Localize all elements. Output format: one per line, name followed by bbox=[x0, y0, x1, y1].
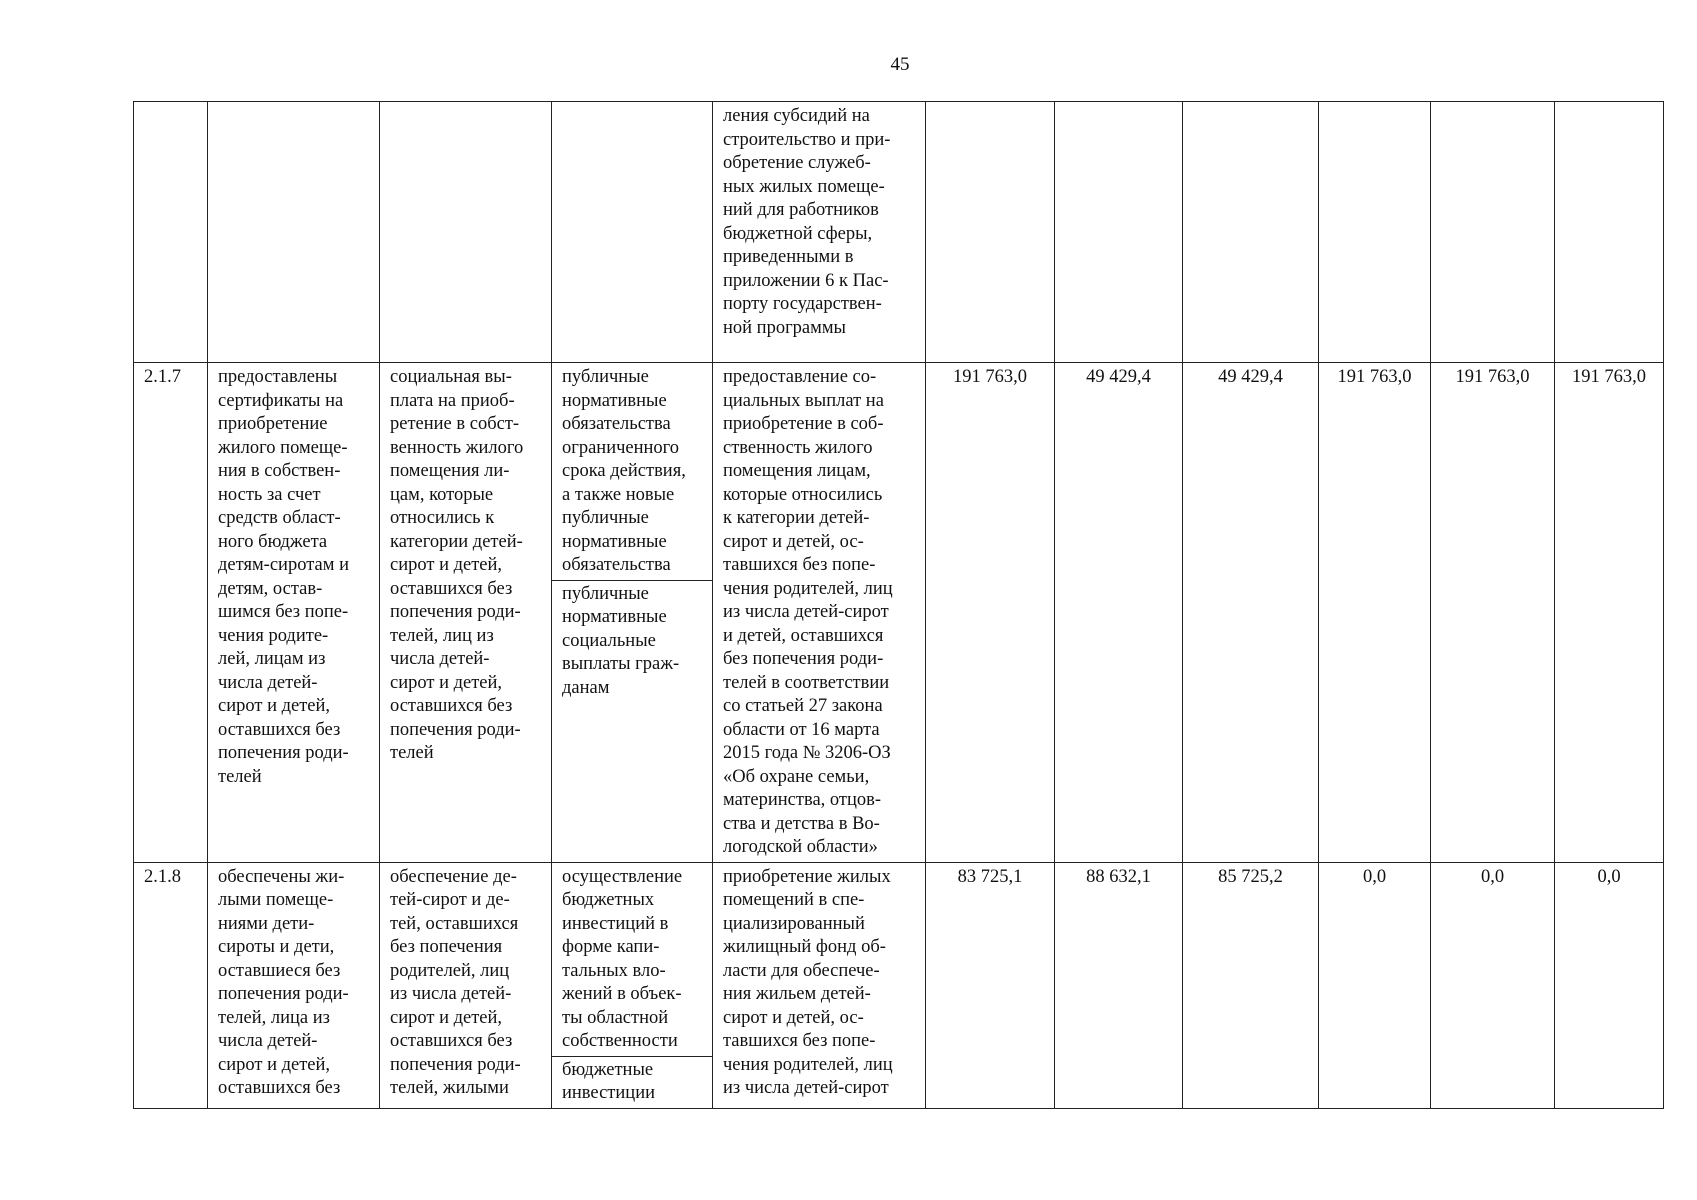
cell-value bbox=[1555, 363, 1664, 863]
cell-number bbox=[134, 102, 208, 363]
value: 49 429,4 bbox=[1218, 367, 1283, 387]
cell-characteristic bbox=[380, 862, 552, 1108]
cell-value bbox=[1055, 862, 1183, 1108]
table-row bbox=[134, 862, 1664, 1108]
cell-number bbox=[134, 363, 208, 863]
cell-value bbox=[1319, 102, 1431, 363]
cell-value bbox=[1319, 363, 1431, 863]
cell-result bbox=[208, 102, 380, 363]
cell-measure bbox=[713, 862, 926, 1108]
row-number: 2.1.7 bbox=[144, 367, 181, 387]
cell-measure bbox=[713, 363, 926, 863]
characteristic-text: социальная вы- плата на приоб- ретение в собст- венность жилого помещения ли- цам, которые относились к категории детей- сирот и детей, оставшихся без попечения роди- телей, лиц из числа детей- сирот и детей, оставшихся без попечения роди- телей bbox=[390, 367, 524, 763]
cell-value bbox=[926, 862, 1055, 1108]
value: 0,0 bbox=[1597, 866, 1621, 887]
cell-result bbox=[208, 363, 380, 863]
page-number: 45 bbox=[890, 54, 910, 75]
value: 0,0 bbox=[1480, 866, 1505, 887]
cell-value bbox=[1183, 862, 1319, 1108]
cell-characteristic bbox=[380, 363, 552, 863]
characteristic-text: обеспечение де- тей-сирот и де- тей, оставшихся без попечения родителей, лиц из числа детей- сирот и детей, оставшихся без попечения роди- телей, жилыми bbox=[390, 866, 521, 1098]
measure-text: ления субсидий на строительство и при- обретение служеб- ных жилых помеще- ний для работников бюджетной сферы, приведенными в приложении 6 к Пас- порту государствен- ной программы bbox=[723, 106, 891, 338]
value: 88 632,1 bbox=[1086, 866, 1151, 887]
value: 85 725,2 bbox=[1218, 866, 1283, 887]
result-text: обеспечены жи- лыми помеще- ниями дети- сироты и дети, оставшиеся без попечения роди- телей, лица из числа детей- сирот и детей, оставшихся без bbox=[218, 866, 349, 1098]
measure-text: приобретение жилых помещений в спе- циализированный жилищный фонд об- ласти для обеспече- ния жильем детей- сирот и детей, ос- тавшихся без попе- чения родителей, лиц из числа детей-сирот bbox=[723, 866, 893, 1098]
table-row-continuation bbox=[134, 102, 1664, 363]
cell-value bbox=[926, 363, 1055, 863]
cell-measure bbox=[713, 102, 926, 363]
cell-value bbox=[1431, 862, 1555, 1108]
cell-value bbox=[926, 102, 1055, 363]
cell-type bbox=[552, 363, 713, 863]
cell-value bbox=[1055, 102, 1183, 363]
row-number: 2.1.8 bbox=[144, 866, 181, 887]
type-bottom-text: публичные нормативные социальные выплаты граж- данам bbox=[562, 583, 680, 698]
type-bottom-text: бюджетные инвестиции bbox=[562, 1059, 655, 1103]
cell-type bbox=[552, 102, 713, 363]
cell-number bbox=[134, 862, 208, 1108]
value: 191 763,0 bbox=[1572, 367, 1646, 387]
cell-value bbox=[1183, 102, 1319, 363]
value: 83 725,1 bbox=[957, 866, 1023, 887]
type-top-text: публичные нормативные обязательства ограниченного срока действия, а также новые публичные нормативные обязательства bbox=[552, 363, 712, 581]
value: 191 763,0 bbox=[1337, 367, 1412, 387]
value: 191 763,0 bbox=[1455, 367, 1530, 387]
type-top-text: осуществление бюджетных инвестиций в форме капи- тальных вло- жений в объек- ты областной собственности bbox=[552, 863, 712, 1057]
cell-result bbox=[208, 862, 380, 1108]
value: 0,0 bbox=[1362, 866, 1387, 887]
cell-value bbox=[1183, 363, 1319, 863]
cell-type bbox=[552, 862, 713, 1108]
cell-value bbox=[1431, 102, 1555, 363]
value: 49 429,4 bbox=[1086, 367, 1151, 387]
cell-value bbox=[1431, 363, 1555, 863]
program-measures-table bbox=[133, 101, 1664, 1109]
cell-characteristic bbox=[380, 102, 552, 363]
cell-value bbox=[1555, 862, 1664, 1108]
cell-value bbox=[1555, 102, 1664, 363]
cell-value bbox=[1055, 363, 1183, 863]
result-text: предоставлены сертификаты на приобретение жилого помеще- ния в собствен- ность за счет средств област- ного бюджета детям-сиротам и детям, остав- шимся без попе- чения родите- лей, лицам из числа детей- сирот и детей, оставшихся без попечения роди- телей bbox=[218, 367, 349, 787]
value: 191 763,0 bbox=[953, 367, 1027, 387]
table-row bbox=[134, 363, 1664, 863]
measure-text: предоставление со- циальных выплат на приобретение в соб- ственность жилого помещения лицам, которые относились к категории детей- сирот и детей, ос- тавшихся без попе- чения родителей, лиц из числа детей-сирот и детей, оставшихся без попечения роди- телей в соответствии со статьей 27 закона области от 16 марта 2015 года № 3206-ОЗ «Об охране семьи, материнства, отцов- ства и детства в Во- логодской области» bbox=[723, 367, 893, 857]
cell-value bbox=[1319, 862, 1431, 1108]
